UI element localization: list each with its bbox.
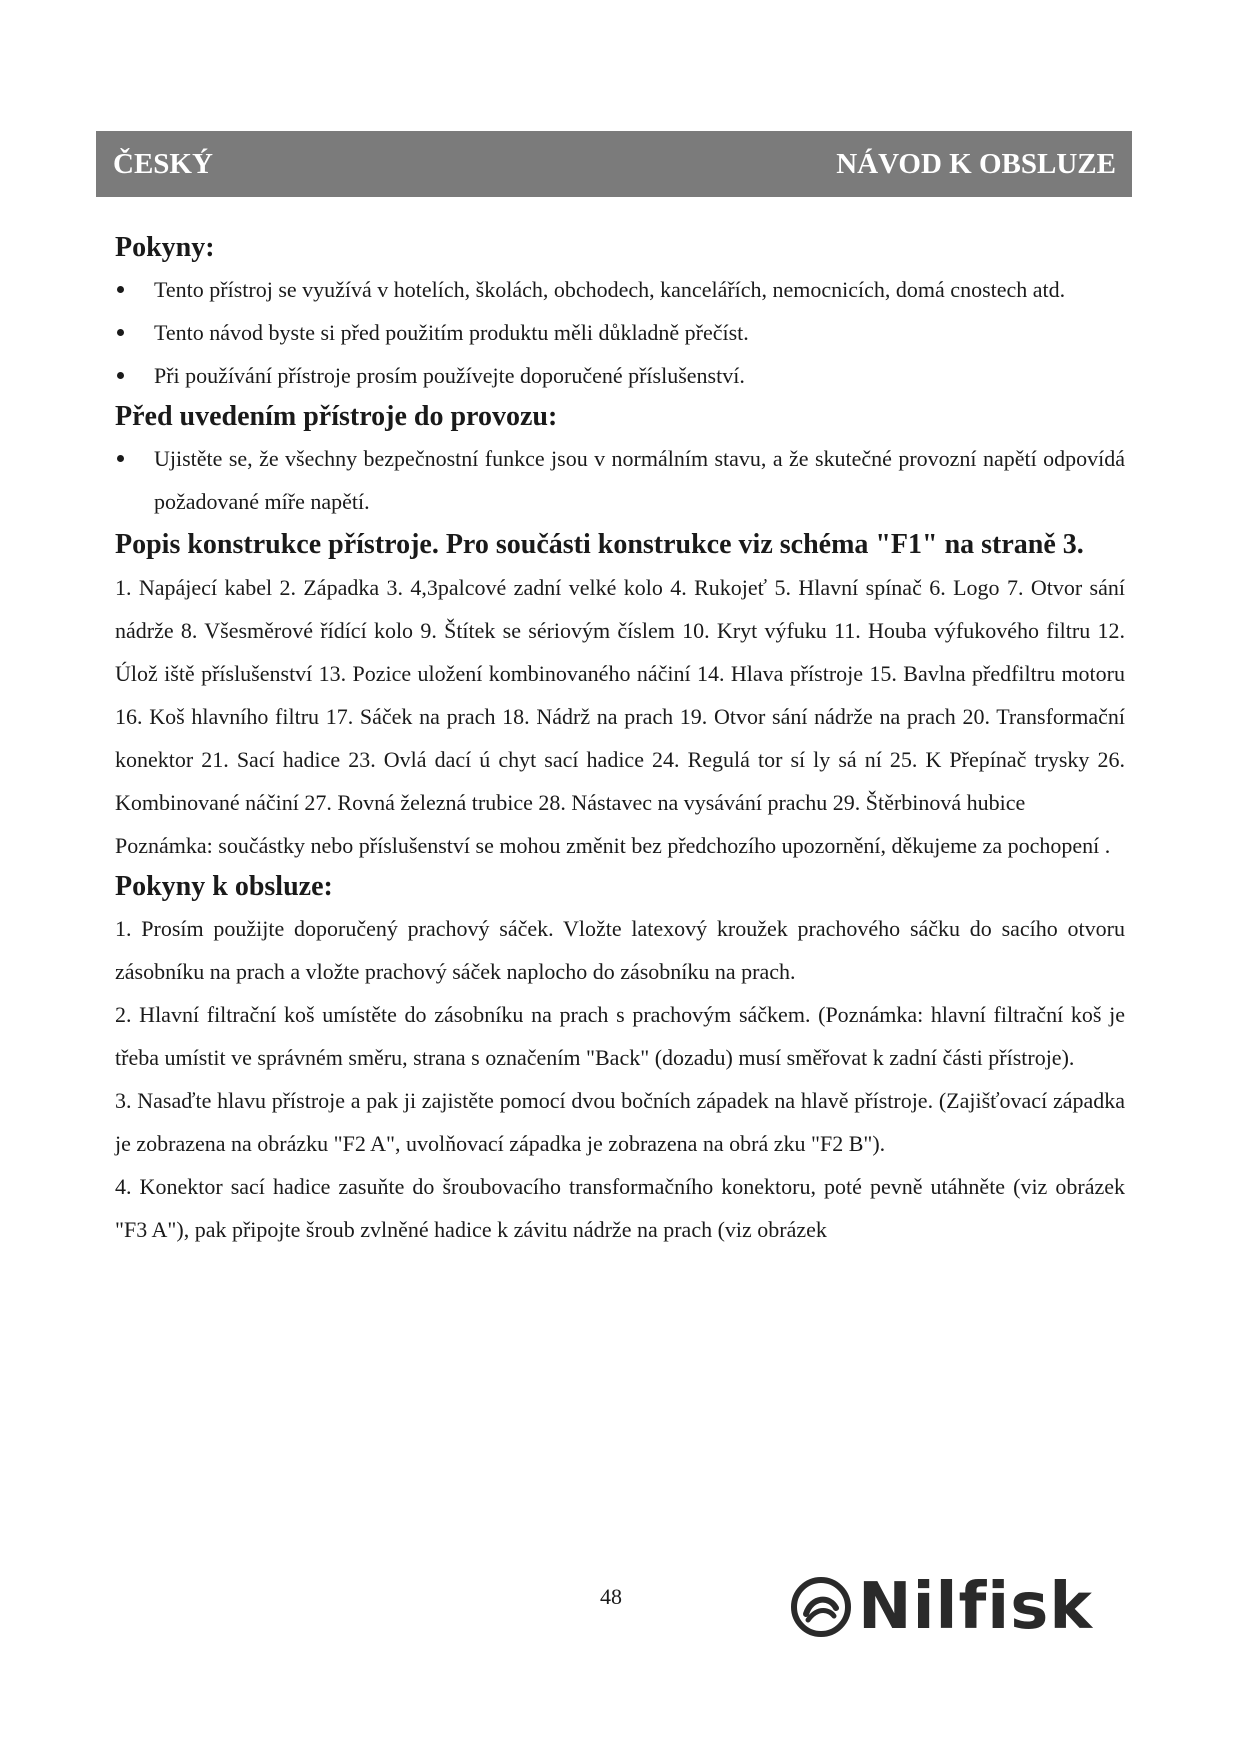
nilfisk-logo — [790, 1570, 1093, 1644]
note-text: Poznámka: součástky nebo příslušenství se mohou změnit bez předchozího upozornění, děkujeme za pochopení . — [115, 833, 1111, 858]
before-use-heading: Před uvedením přístroje do provozu: — [115, 401, 558, 432]
before-use-list — [115, 437, 1125, 523]
logo-text: Nilfisk — [858, 1570, 1093, 1644]
list-item: Ujistěte se, že všechny bezpečnostní funkce jsou v normálním stavu, a že skutečné provozní napětí odpovídá požadované míře napětí. — [115, 437, 1125, 523]
instructions-list — [115, 268, 1125, 397]
page-content — [115, 228, 1125, 1251]
operation-step: 4. Konektor sací hadice zasuňte do šroubovacího transformačního konektoru, poté pevně utáhněte (viz obrázek "F3 A"), pak připojte šroub zvlněné hadice k závitu nádrže na prach (viz obrázek — [115, 1174, 1125, 1242]
list-item: Tento přístroj se využívá v hotelích, školách, obchodech, kancelářích, nemocnicích, domá cnostech atd. — [115, 268, 1125, 311]
header-bar — [96, 131, 1132, 197]
operation-step: 3. Nasaďte hlavu přístroje a pak ji zajistěte pomocí dvou bočních západek na hlavě přístroje. (Zajišťovací západka je zobrazena na obrázku "F2 A", uvolňovací západka je zobrazena na obrá zku "F2 B"). — [115, 1088, 1125, 1156]
list-item: Tento návod byste si před použitím produktu měli důkladně přečíst. — [115, 311, 1125, 354]
nilfisk-emblem-icon — [790, 1576, 852, 1638]
construction-heading: Popis konstrukce přístroje. Pro součásti konstrukce viz schéma "F1" na straně 3. — [115, 529, 1084, 560]
list-item: Při používání přístroje prosím používejte doporučené příslušenství. — [115, 354, 1125, 397]
construction-parts-text: 1. Napájecí kabel 2. Západka 3. 4,3palcové zadní velké kolo 4. Rukojeť 5. Hlavní spínač 6. Logo 7. Otvor sání nádrže 8. Všesměrové řídící kolo 9. Štítek se sériovým číslem 10. Kryt výfuku 11. Houba výfukového filtru 12. Úlož iště příslušenství 13. Pozice uložení kombinovaného náčiní 14. Hlava přístroje 15. Bavlna předfiltru motoru 16. Koš hlavního filtru 17. Sáček na prach 18. Nádrž na prach 19. Otvor sání nádrže na prach 20. Transformační konektor 21. Sací hadice 23. Ovlá dací ú chyt sací hadice 24. Regulá tor sí ly sá ní 25. K Přepínač trysky 26. Kombinované náčiní 27. Rovná železná trubice 28. Nástavec na vysávání prachu 29. Štěrbinová hubice — [115, 575, 1125, 815]
language-label: ČESKÝ — [113, 147, 213, 180]
manual-title: NÁVOD K OBSLUZE — [836, 147, 1116, 180]
operation-heading: Pokyny k obsluze: — [115, 871, 333, 902]
operation-step: 1. Prosím použijte doporučený prachový sáček. Vložte latexový kroužek prachového sáčku do sacího otvoru zásobníku na prach a vložte prachový sáček naplocho do zásobníku na prach. — [115, 916, 1125, 984]
page-number: 48 — [600, 1584, 622, 1609]
instructions-heading: Pokyny: — [115, 232, 215, 263]
operation-step: 2. Hlavní filtrační koš umístěte do zásobníku na prach s prachovým sáčkem. (Poznámka: hlavní filtrační koš je třeba umístit ve správném směru, strana s označením "Back" (dozadu) musí směřovat k zadní části přístroje). — [115, 1002, 1125, 1070]
